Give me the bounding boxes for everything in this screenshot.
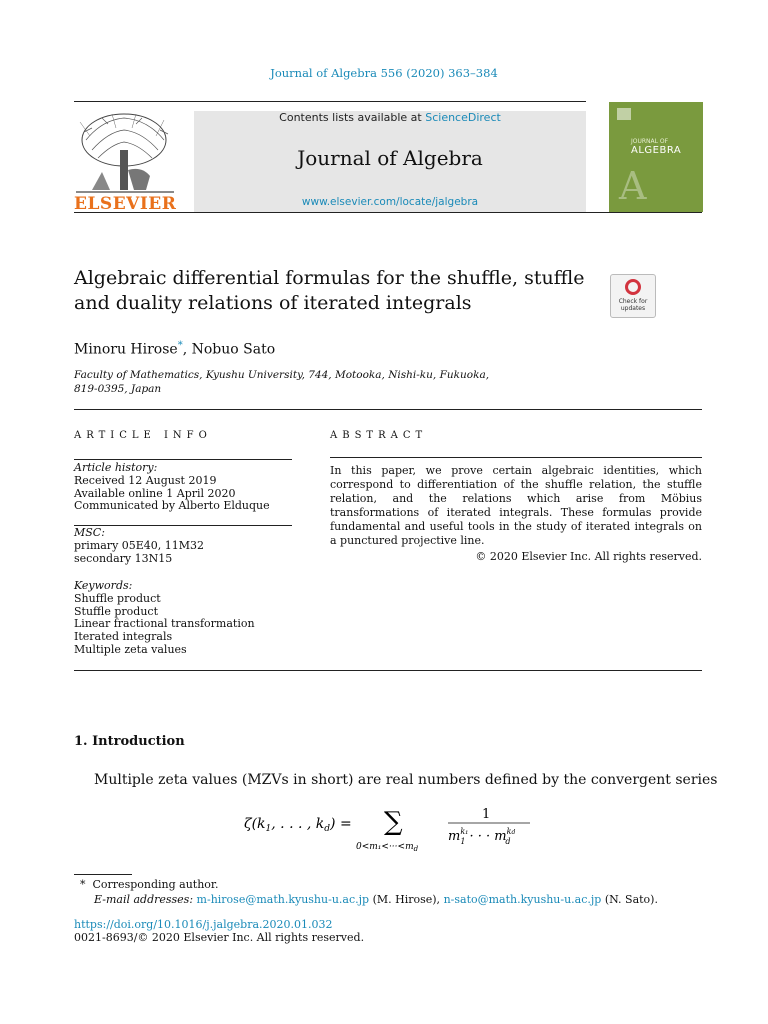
abstract-copyright: © 2020 Elsevier Inc. All rights reserved. (475, 550, 702, 563)
cover-letter: A (619, 164, 647, 208)
received-date: Received 12 August 2019 (74, 473, 217, 487)
journal-title: Journal of Algebra (297, 146, 483, 170)
keyword-item: Iterated integrals (74, 630, 173, 644)
affiliation-line-2: 819-0395, Japan (74, 383, 162, 395)
email-owner-hirose: (M. Hirose), (369, 893, 444, 906)
email-owner-sato: (N. Sato). (601, 893, 658, 906)
msc-rule (74, 525, 292, 526)
email-link-sato[interactable]: n-sato@math.kyushu-u.ac.jp (443, 893, 602, 906)
journal-citation[interactable]: Journal of Algebra 556 (2020) 363–384 (270, 66, 498, 80)
affiliation-line-1: Faculty of Mathematics, Kyushu University, 744, Motooka, Nishi-ku, Fukuoka, (74, 369, 490, 381)
elsevier-wordmark: ELSEVIER (74, 194, 177, 214)
sciencedirect-link[interactable]: ScienceDirect (425, 111, 501, 124)
keyword-item: Linear fractional transformation (74, 617, 255, 631)
svg-text:∑: ∑ (384, 807, 403, 837)
abstract-text: In this paper, we prove certain algebraic identities, which correspond to differentiation of the shuffle relation, the stuffle relation, and the relations which arise from Möbius transformations of iterated integrals. These formulas provide fundamental and useful tools in the study of iterated integrals on a punctured projective line. (330, 464, 702, 547)
communicated-by: Communicated by Alberto Elduque (74, 499, 270, 513)
section-rule (74, 670, 702, 671)
abstract-heading: ABSTRACT (330, 430, 428, 441)
keywords-label: Keywords: (74, 579, 133, 592)
cover-publisher-mark (617, 108, 631, 120)
paper-title (74, 266, 594, 316)
intro-paragraph: Multiple zeta values (MZVs in short) are real numbers defined by the convergent series (94, 772, 718, 788)
email-label: E-mail addresses: (94, 893, 194, 906)
badge-text (611, 299, 655, 312)
email-link-hirose[interactable]: m-hirose@math.kyushu-u.ac.jp (196, 893, 370, 906)
keywords-block (74, 580, 292, 657)
mzv-formula (244, 806, 544, 856)
msc-primary: primary 05E40, 11M32 (74, 538, 205, 552)
article-history (74, 462, 292, 513)
journal-cover[interactable] (609, 102, 703, 212)
cover-title: ALGEBRA (631, 145, 682, 156)
history-label: Article history: (74, 461, 158, 474)
abstract-rule (330, 457, 702, 458)
doi-link[interactable]: https://doi.org/10.1016/j.jalgebra.2020.01.032 (74, 918, 333, 931)
msc-label: MSC: (74, 526, 105, 539)
available-date: Available online 1 April 2020 (74, 486, 236, 500)
svg-text:0<m₁<···<md: $0<m_1<\cdot\cdot\cdot<m_d$ (356, 842, 419, 853)
footnote-mark: * (80, 878, 86, 891)
header-bottom-rule (74, 212, 702, 213)
keyword-item: Multiple zeta values (74, 642, 187, 656)
msc-secondary: secondary 13N15 (74, 551, 173, 565)
journal-url-link[interactable]: www.elsevier.com/locate/jalgebra (301, 196, 479, 208)
section-rule (74, 409, 702, 410)
svg-text:mk₁1· · · mkdd: $m^{k_1}$ 1 · · · $m^{kd}$ d (448, 827, 516, 846)
badge-line-1: Check for (618, 298, 648, 305)
title-line-1: Algebraic differential formulas for the shuffle, stuffle (74, 267, 585, 289)
title-line-2: and duality relations of iterated integrals (74, 292, 472, 314)
check-for-updates-badge[interactable] (610, 274, 656, 318)
contents-line (194, 111, 586, 124)
author-1: Minoru Hirose (74, 341, 178, 358)
badge-line-2: updates (620, 304, 646, 312)
footnote-corresponding (80, 878, 218, 891)
cover-title-small: JOURNAL OF (631, 138, 669, 145)
keyword-item: Shuffle product (74, 591, 161, 605)
svg-text:ζ(k1, . . . , kd) =: $\zeta(k_1$, . . . , $k_d$) = (244, 816, 352, 834)
header-top-rule (74, 101, 586, 102)
footnote-emails (94, 893, 658, 906)
svg-text:1: 1 (482, 807, 491, 822)
corresponding-author-mark[interactable]: * (177, 340, 183, 351)
authors (74, 340, 275, 358)
affiliation (74, 368, 564, 396)
article-info-heading: ARTICLE INFO (74, 430, 212, 441)
msc-block (74, 527, 292, 565)
footnote-rule (74, 874, 132, 875)
footnote-text: Corresponding author. (92, 878, 219, 891)
author-2: , Nobuo Sato (182, 341, 276, 358)
article-info-rule (74, 459, 292, 460)
contents-prefix: Contents lists available at (279, 111, 426, 124)
section-heading-introduction: 1. Introduction (74, 734, 185, 749)
bookmark-icon (625, 279, 641, 295)
issn-copyright: 0021-8693/© 2020 Elsevier Inc. All rights reserved. (74, 931, 365, 944)
keyword-item: Stuffle product (74, 604, 159, 618)
